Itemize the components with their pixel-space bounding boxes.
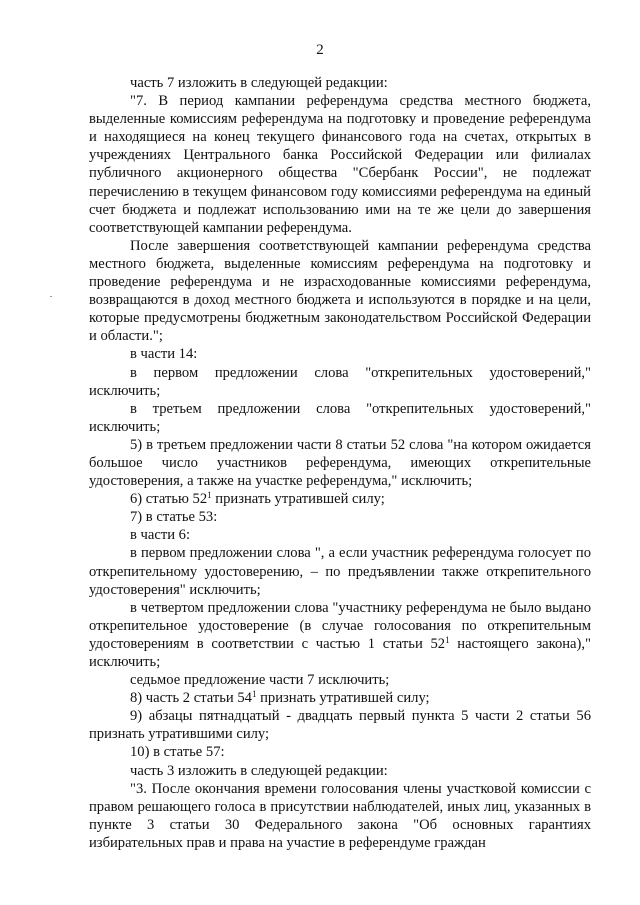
paragraph [89,508,591,526]
paragraph-text: После завершения соответствующей кампании референдума средства местного бюджета, выделенные комиссиям референдума на подготовку и проведение референдума и не израсходованные комиссиями референдума, возвращаются в доход местного бюджета и используются в порядке и на цели, которые предусмотрены бюджетным законодательством Российской Федерации и области."; [89,237,591,345]
margin-mark [50,296,52,297]
paragraph [89,544,591,598]
paragraph [89,345,591,363]
superscript: 1 [207,490,212,501]
paragraph [89,689,591,707]
paragraph-text: 8) часть 2 статьи 54 [130,690,252,707]
paragraph [89,92,591,237]
paragraph-text: седьмое предложение части 7 исключить; [130,672,390,689]
paragraph-text: часть 3 изложить в следующей редакции: [130,762,388,779]
paragraph-text: 5) в третьем предложении части 8 статьи 52 слова "на котором ожидается большое число участников референдума, имеющих открепительные удостоверения, а также на участке референдума," исключить; [89,436,591,490]
paragraph-text: 7) в статье 53: [130,509,218,526]
paragraph-text: в первом предложении слова "открепительных удостоверений," исключить; [89,364,591,399]
paragraph-text-continued: настоящего закона)," исключить; [89,635,591,670]
paragraph-text-continued: признать утратившей силу; [211,491,385,508]
paragraph [89,400,591,436]
superscript: 1 [445,634,450,645]
page-number: 2 [316,42,324,58]
superscript: 1 [251,689,257,700]
paragraph-text: 6) статью 52 [130,491,208,508]
paragraph-text: "3. После окончания времени голосования члены участковой комиссии с правом решающего голоса в присутствии наблюдателей, иных лиц, указанных в пункте 3 статьи 30 Федерального закона "Об основных гарантиях избирательных прав и права на участие в референдуме граждан [89,780,591,851]
paragraph [89,490,591,508]
document-body [89,74,591,852]
paragraph-text: часть 7 изложить в следующей редакции: [130,75,388,91]
paragraph-text: в части 14: [130,346,198,363]
paragraph [89,526,591,544]
paragraph-text: в первом предложении слова ", а если участник референдума голосует по открепительному удостоверению, – по предъявлении также открепительного удостоверения" исключить; [89,545,591,598]
paragraph-text: 9) абзацы пятнадцатый - двадцать первый пункта 5 части 2 статьи 56 признать утратившими силу; [89,708,591,743]
paragraph [89,364,591,400]
paragraph [89,780,591,852]
paragraph-text: в части 6: [130,527,191,544]
paragraph [89,762,591,780]
paragraph-text: в третьем предложении слова "открепительных удостоверений," исключить; [89,400,591,435]
paragraph [89,74,591,92]
paragraph [89,671,591,689]
paragraph-text: 10) в статье 57: [130,744,225,761]
paragraph [89,599,591,671]
paragraph-text-continued: признать утратившей силу; [256,690,430,707]
paragraph-text: "7. В период кампании референдума средства местного бюджета, выделенные комиссиям референдума на подготовку и проведение референдума и находящиеся на конец текущего финансового года на счетах, открытых в учреждениях Центрального банка Российской Федерации или филиалах публичного акционерного общества "Сбербанк России", не подлежат перечислению в текущем финансовом году комиссиями референдума на единый счет бюджета и подлежат использованию ими на те же цели до завершения соответствующей кампании референдума. [89,93,591,236]
paragraph [89,743,591,761]
paragraph [89,237,591,346]
paragraph [89,707,591,743]
paragraph [89,436,591,490]
paragraph-text: в четвертом предложении слова "участнику референдума не было выдано открепительное удостоверение (в случае голосования по открепительным удостоверениям в соответствии с частью 1 статьи 52 [89,599,591,652]
